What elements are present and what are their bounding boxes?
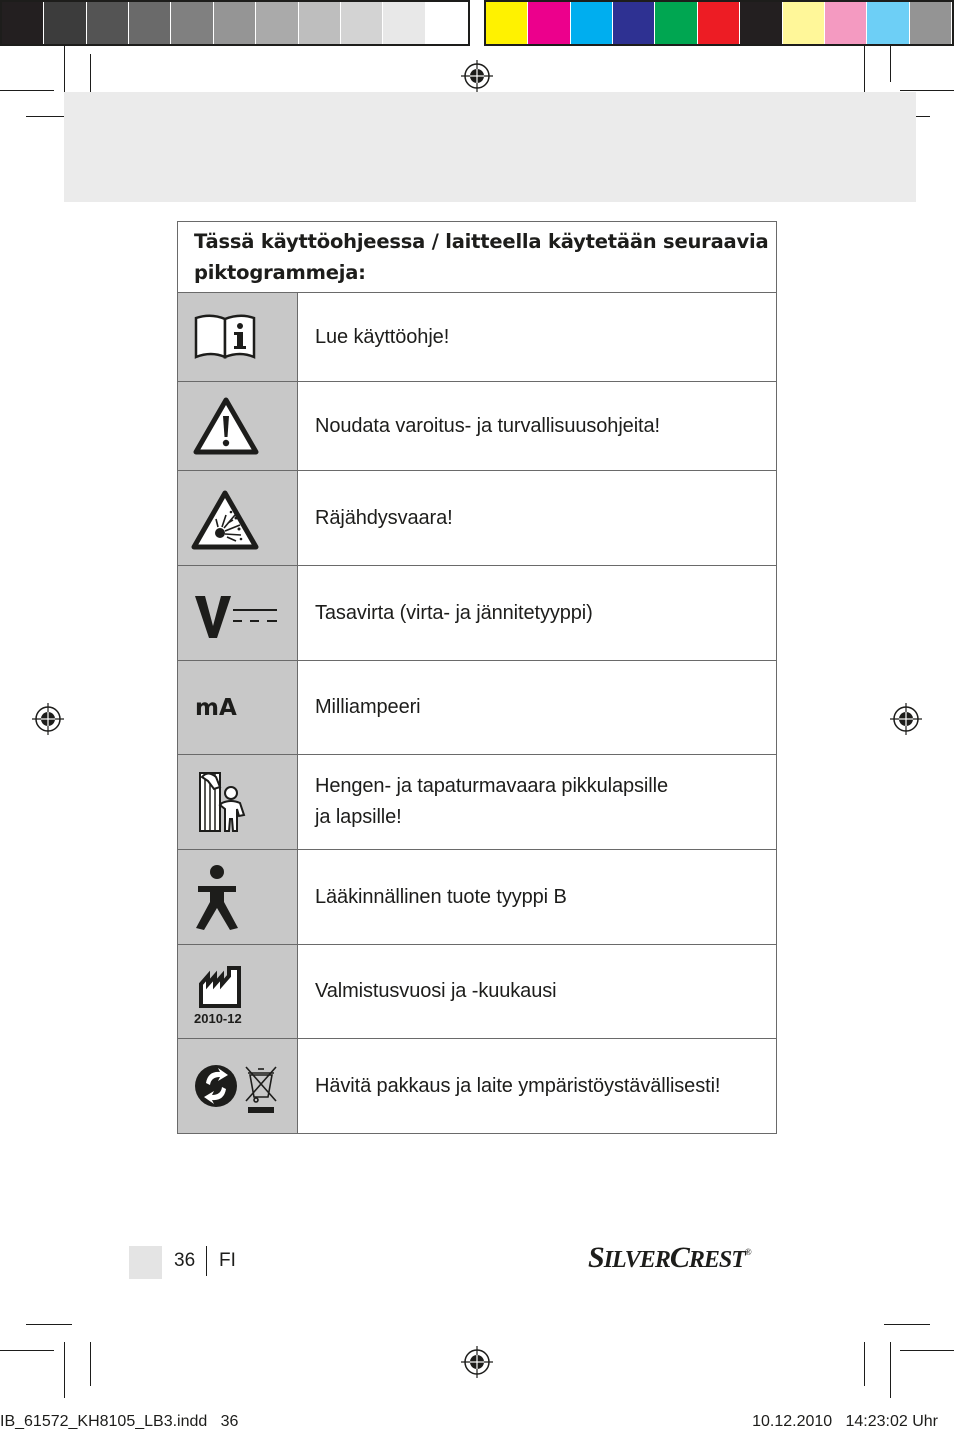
pictogram-description: Lääkinnällinen tuote tyyppi B [298,850,777,945]
table-heading: Tässä käyttöohjeessa / laitteella käytetään seuraavia piktogrammeja: [178,222,777,293]
calibration-swatch [299,2,341,44]
registration-mark-icon [461,1346,493,1378]
warning-triangle-icon [178,382,297,470]
calibration-swatch [825,2,867,44]
crop-mark [900,90,954,91]
pictogram-description: Tasavirta (virta- ja jännitetyyppi) [298,566,777,661]
print-slug-timestamp: 10.12.2010 14:23:02 Uhr [752,1413,938,1430]
grey-calibration-bar [0,0,470,46]
table-row [178,382,777,471]
table-header-row [178,222,777,293]
calibration-swatch [383,2,425,44]
calibration-swatch [613,2,655,44]
pictogram-description: Lue käyttöohje! [298,293,777,382]
direct-current-icon [178,566,297,660]
calibration-swatch [341,2,383,44]
crop-mark [884,1324,930,1325]
table-row [178,1039,777,1134]
calibration-swatch [783,2,825,44]
calibration-swatch [910,2,952,44]
table-row [178,755,777,850]
footer-divider [206,1246,207,1276]
page-number: 36 [174,1250,196,1271]
table-row [178,293,777,382]
crop-mark [64,1342,65,1398]
footer-tab-box [129,1246,162,1279]
calibration-swatch [486,2,528,44]
manufacture-date-label: 2010-12 [194,1011,242,1026]
crop-mark [0,90,54,91]
language-code: FI [219,1250,236,1271]
calibration-swatch [528,2,570,44]
calibration-swatch [740,2,782,44]
calibration-swatch [171,2,213,44]
color-calibration-bar [484,0,954,46]
pictogram-description: Valmistusvuosi ja -kuukausi [298,945,777,1039]
print-slug-file: IB_61572_KH8105_LB3.indd 36 [0,1413,239,1430]
recycling-disposal-icon [178,1039,297,1133]
pictogram-description: Hengen- ja tapaturmavaara pikkulapsille ja lapsille! [298,755,777,850]
table-row [178,566,777,661]
calibration-swatch [867,2,909,44]
registration-mark-icon [461,60,493,92]
calibration-swatch [426,2,468,44]
calibration-swatch [698,2,740,44]
crop-mark [26,1324,72,1325]
registration-mark-icon [890,703,922,735]
calibration-swatch [44,2,86,44]
table-row [178,471,777,566]
crop-mark [90,1342,91,1386]
crop-mark [900,1350,954,1351]
crop-mark [64,46,65,98]
registration-mark-icon [32,703,64,735]
read-manual-icon [178,293,297,381]
child-danger-icon [178,755,297,849]
pictogram-table [177,221,777,1134]
calibration-swatch [256,2,298,44]
pictogram-description: Noudata varoitus- ja turvallisuusohjeita! [298,382,777,471]
calibration-swatch [214,2,256,44]
table-row [178,945,777,1039]
table-row [178,850,777,945]
pictogram-description: Milliampeeri [298,661,777,755]
explosion-hazard-icon [178,471,297,565]
table-row [178,661,777,755]
calibration-swatch [129,2,171,44]
calibration-swatch [2,2,44,44]
crop-mark [864,1342,865,1386]
header-band [64,92,916,202]
crop-mark [890,1342,891,1398]
calibration-swatch [571,2,613,44]
calibration-swatch [87,2,129,44]
calibration-swatch [655,2,697,44]
crop-mark [0,1350,54,1351]
type-b-applied-part-icon [178,850,297,944]
crop-mark [890,46,891,82]
pictogram-description: Räjähdysvaara! [298,471,777,566]
crop-mark [864,46,865,98]
pictogram-description: Hävitä pakkaus ja laite ympäristöystävällisesti! [298,1039,777,1134]
brand-logo: SILVERCREST® [588,1241,751,1274]
milliampere-icon: mA [195,694,237,721]
